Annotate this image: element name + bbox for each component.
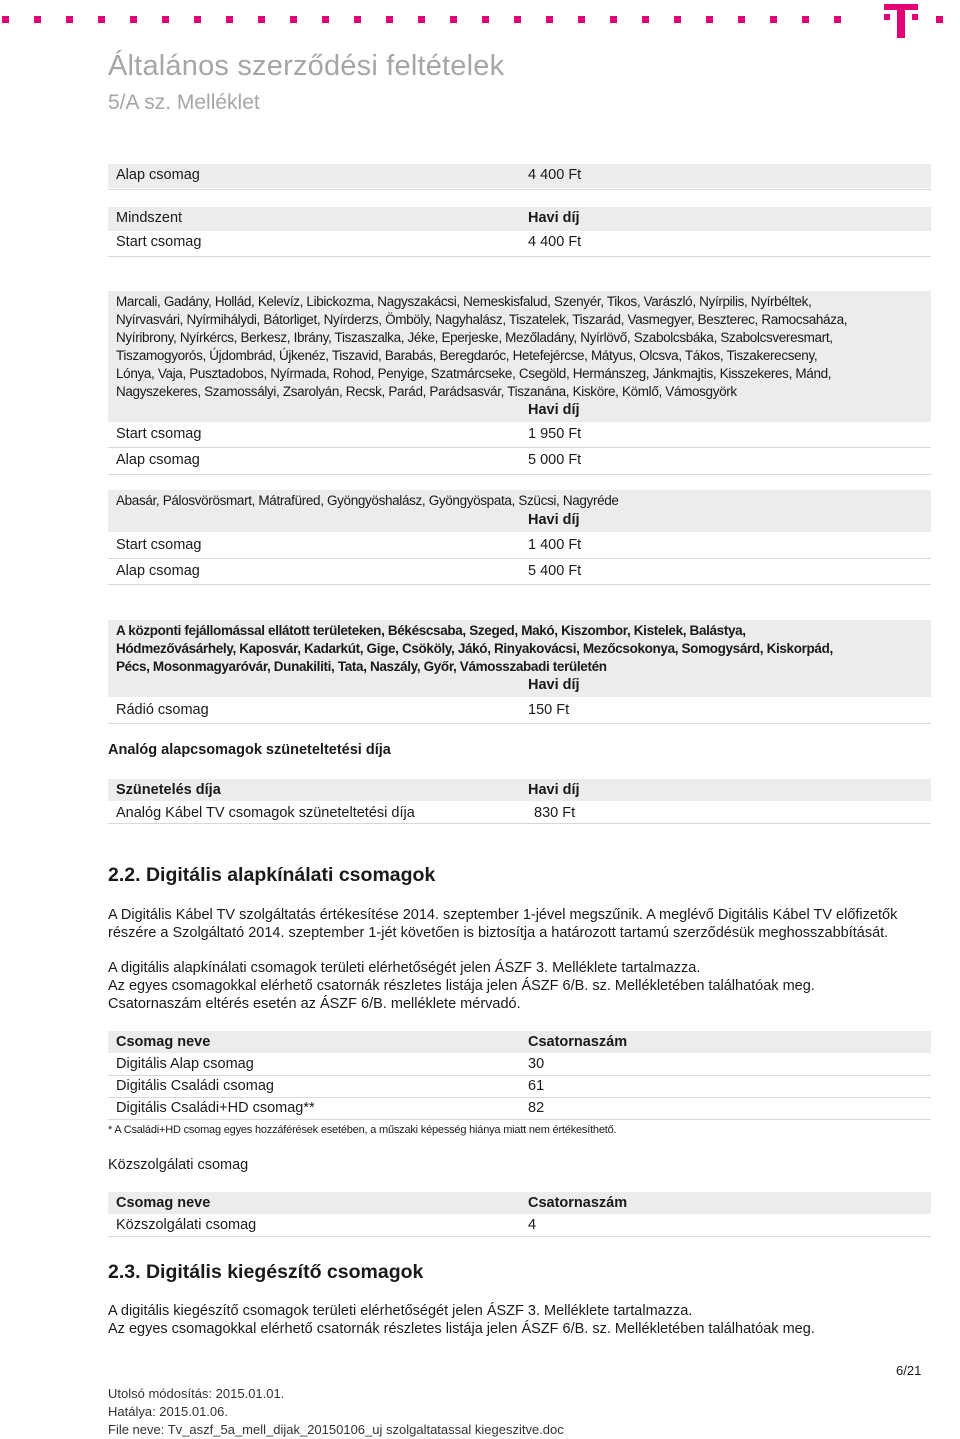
column-header-monthly-fee: Havi díj xyxy=(528,677,580,693)
town-list-line: Nyíribrony, Nyírkércs, Berkesz, Ibrány, Tiszaszalka, Jéke, Eperjeske, Mezőladány, Nyírlövő, Szabolcsbáka, Szabolcsveresmart, xyxy=(116,330,833,345)
brand-dot xyxy=(738,16,745,23)
brand-dot xyxy=(514,16,521,23)
column-header-monthly-fee: Havi díj xyxy=(528,210,580,226)
column-header-channel-count: Csatornaszám xyxy=(528,1195,628,1211)
footer-filename: File neve: Tv_aszf_5a_mell_dijak_20150106_uj szolgaltatassal kiegeszitve.doc xyxy=(108,1422,564,1437)
channel-count: 61 xyxy=(528,1078,545,1094)
section-heading: Analóg alapcsomagok szüneteltetési díja xyxy=(108,742,391,758)
brand-dot xyxy=(642,16,649,23)
brand-dot xyxy=(66,16,73,23)
package-price: 150 Ft xyxy=(528,702,570,718)
brand-dot xyxy=(130,16,137,23)
brand-dot xyxy=(322,16,329,23)
column-header-monthly-fee: Havi díj xyxy=(528,402,580,418)
column-header-channel-count: Csatornaszám xyxy=(528,1034,628,1050)
paragraph-line: Csatornaszám eltérés esetén az ÁSZF 6/B. melléklete mérvadó. xyxy=(108,996,521,1012)
brand-bar xyxy=(0,0,960,40)
row-divider xyxy=(108,584,931,585)
town-list-line: Lónya, Vaja, Pusztadobos, Nyírmada, Rohod, Penyige, Szatmárcseke, Csegöld, Hermánszeg, Jánkmajtis, Kisszekeres, Mánd, xyxy=(116,366,832,381)
row-divider xyxy=(108,256,931,257)
table-header-band xyxy=(108,779,931,801)
channel-count: 30 xyxy=(528,1056,545,1072)
town-list-line: Abasár, Pálosvörösmart, Mátrafüred, Gyöngyöshalász, Gyöngyöspata, Szücsi, Nagyréde xyxy=(116,493,619,508)
package-name: Rádió csomag xyxy=(116,702,209,718)
brand-dot xyxy=(802,16,809,23)
brand-dot xyxy=(2,16,9,23)
package-price: 830 Ft xyxy=(534,805,576,821)
town-list-line: Nyírvasvári, Nyírmihálydi, Bátorliget, Nyírderzs, Ömböly, Nagyhalász, Tiszatelek, Tiszarád, Vasmegyer, Beszterec, Ramocsaháza, xyxy=(116,312,848,327)
brand-dot xyxy=(354,16,361,23)
table-header-band xyxy=(108,207,931,231)
town-list-line: Pécs, Mosonmagyaróvár, Dunakiliti, Tata, Naszály, Győr, Vámosszabadi területén xyxy=(116,659,607,674)
package-name: Alap csomag xyxy=(116,452,200,468)
paragraph-line: A Digitális Kábel TV szolgáltatás értékesítése 2014. szeptember 1-jével megszűnik. A meglévő Digitális Kábel TV előfizetők xyxy=(108,907,898,923)
package-price: 1 400 Ft xyxy=(528,537,582,553)
brand-dot xyxy=(194,16,201,23)
row-divider xyxy=(108,1075,931,1076)
row-divider xyxy=(108,558,931,559)
row-divider xyxy=(108,189,931,190)
telekom-t-logo-icon xyxy=(884,2,918,40)
package-price: 4 400 Ft xyxy=(528,234,582,250)
package-name: Digitális Családi+HD csomag** xyxy=(116,1100,315,1116)
brand-dot xyxy=(162,16,169,23)
brand-dot xyxy=(34,16,41,23)
package-name: Alap csomag xyxy=(116,167,200,183)
region-name: Mindszent xyxy=(116,210,183,226)
package-name: Alap csomag xyxy=(116,563,200,579)
package-price: 1 950 Ft xyxy=(528,426,582,442)
brand-dot xyxy=(674,16,681,23)
brand-dot xyxy=(386,16,393,23)
town-list-line: A központi fejállomással ellátott területeken, Békéscsaba, Szeged, Makó, Kiszombor, Kistelek, Balástya, xyxy=(116,623,746,638)
package-name: Analóg Kábel TV csomagok szüneteltetési díja xyxy=(116,805,415,821)
brand-dot xyxy=(546,16,553,23)
town-list-line: Hódmezővásárhely, Kaposvár, Kadarkút, Gige, Csököly, Jákó, Rinyakovácsi, Mezőcsokonya, Somogysárd, Kiskorpád, xyxy=(116,641,833,656)
row-divider xyxy=(108,823,931,824)
package-name: Start csomag xyxy=(116,537,202,553)
page-number: 6/21 xyxy=(896,1363,922,1378)
column-header-package-name: Csomag neve xyxy=(116,1195,211,1211)
table-header-band xyxy=(108,1031,931,1053)
town-list-line: Tiszamogyorós, Újdombrád, Újkenéz, Tiszavid, Barabás, Beregdaróc, Hetefejércse, Mátyus, Olcsva, Tákos, Tiszakerecseny, xyxy=(116,348,818,363)
column-header-monthly-fee: Havi díj xyxy=(528,782,580,798)
row-divider xyxy=(108,1119,931,1120)
brand-dot xyxy=(290,16,297,23)
row-divider xyxy=(108,474,931,475)
brand-dot xyxy=(482,16,489,23)
footer-modified: Utolsó módosítás: 2015.01.01. xyxy=(108,1386,285,1401)
table-header-band xyxy=(108,1192,931,1214)
brand-dot xyxy=(610,16,617,23)
brand-dot xyxy=(834,16,841,23)
package-name: Start csomag xyxy=(116,426,202,442)
row-divider xyxy=(108,1236,931,1237)
section-heading: 2.3. Digitális kiegészítő csomagok xyxy=(108,1261,424,1283)
paragraph-line: részére a Szolgáltató 2014. szeptember 1-jét követően is biztosítja a határozott tartamú szerződésük meghosszabbítását. xyxy=(108,925,889,941)
town-list-line: Marcali, Gadány, Hollád, Kelevíz, Libickozma, Nagyszakácsi, Nemeskisfalud, Szenyér, Tikos, Varászló, Nyírpilis, Nyírbéltek, xyxy=(116,294,812,309)
paragraph-line: A digitális alapkínálati csomagok területi elérhetőségét jelen ÁSZF 3. Melléklete tartalmazza. xyxy=(108,960,701,976)
table-row-band xyxy=(108,164,931,188)
document-subtitle: 5/A sz. Melléklet xyxy=(108,91,260,114)
column-header-monthly-fee: Havi díj xyxy=(528,512,580,528)
package-name: Közszolgálati csomag xyxy=(116,1217,257,1233)
section-heading: Közszolgálati csomag xyxy=(108,1157,249,1173)
brand-dot xyxy=(226,16,233,23)
section-heading: 2.2. Digitális alapkínálati csomagok xyxy=(108,864,436,886)
column-header-package-name: Csomag neve xyxy=(116,1034,211,1050)
brand-dot xyxy=(936,16,943,23)
package-price: 4 400 Ft xyxy=(528,167,582,183)
brand-dot xyxy=(450,16,457,23)
document-title: Általános szerződési feltételek xyxy=(108,50,505,82)
paragraph-line: Az egyes csomagokkal elérhető csatornák részletes listája jelen ÁSZF 6/B. sz. Mellékletében találhatóak meg. xyxy=(108,978,815,994)
channel-count: 4 xyxy=(528,1217,537,1233)
package-price: 5 400 Ft xyxy=(528,563,582,579)
brand-dot xyxy=(418,16,425,23)
brand-dot xyxy=(706,16,713,23)
package-name: Digitális Alap csomag xyxy=(116,1056,254,1072)
row-divider xyxy=(108,723,931,724)
channel-count: 82 xyxy=(528,1100,545,1116)
footer-effective: Hatálya: 2015.01.06. xyxy=(108,1404,228,1419)
footnote: * A Családi+HD csomag egyes hozzáférések esetében, a műszaki képesség hiánya miatt nem értékesíthető. xyxy=(108,1124,617,1136)
brand-dot xyxy=(98,16,105,23)
town-list-line: Nagyszekeres, Szamossályi, Zsarolyán, Recsk, Parád, Parádsasvár, Tiszanána, Kisköre, Kömlő, Vámosgyörk xyxy=(116,384,737,399)
package-name: Start csomag xyxy=(116,234,202,250)
row-divider xyxy=(108,447,931,448)
brand-dot xyxy=(578,16,585,23)
brand-dot xyxy=(258,16,265,23)
row-divider xyxy=(108,1097,931,1098)
paragraph-line: A digitális kiegészítő csomagok területi elérhetőségét jelen ÁSZF 3. Melléklete tartalmazza. xyxy=(108,1303,693,1319)
paragraph-line: Az egyes csomagokkal elérhető csatornák részletes listája jelen ÁSZF 6/B. sz. Mellékletében találhatóak meg. xyxy=(108,1321,815,1337)
column-header-suspension-fee: Szünetelés díja xyxy=(116,782,221,798)
package-price: 5 000 Ft xyxy=(528,452,582,468)
brand-dot xyxy=(770,16,777,23)
package-name: Digitális Családi csomag xyxy=(116,1078,274,1094)
